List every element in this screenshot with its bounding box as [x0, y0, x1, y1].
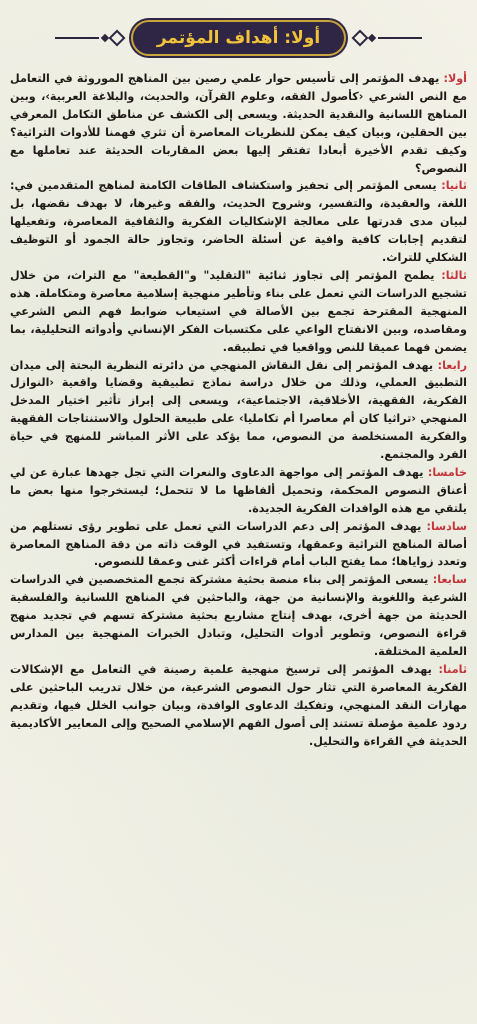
goal-text: يهدف المؤتمر إلى مواجهة الدعاوى والنعرات التي تجل جهدها عبارة عن لي أعناق النصوص المحكمة، وتحميل ألفاظها ما لا تتحمل؛ ليستخرجوا منها بعض ما يلتقي مع هذه الوافدات الفكرية الجديدة. — [10, 465, 467, 515]
goal-paragraph — [10, 518, 467, 572]
goal-paragraph — [10, 177, 467, 267]
goal-paragraph — [10, 267, 467, 357]
goal-paragraph — [10, 70, 467, 177]
section-title: أولا: أهداف المؤتمر — [131, 20, 346, 56]
goal-label: خامسا: — [427, 465, 467, 479]
goal-text: يهدف المؤتمر إلى تأسيس حوار علمي رصين بين المناهج الموروثة في التعامل مع النص الشرعي ‹كأصول الفقه، وعلوم القرآن، والحديث، والبلاغة العربية›، وبين المناهج اللسانية والنقدية الحديثة. ويسعى إلى الكشف عن مناطق التكامل المعرفي بين الحقلين، وبيان كيف يمكن للنظريات المعاصرة أن تثري فهمنا للأدوات التراثية؟ وكيف تقدم الأخيرة أبعادا تفتقر إليها بعض المقاربات الحديثة عند تعاملها مع النصوص؟ — [10, 72, 467, 175]
goal-label: ثالثا: — [441, 268, 467, 282]
goal-paragraph — [10, 571, 467, 661]
goals-list — [10, 70, 467, 750]
goal-text: يسعى المؤتمر إلى بناء منصة بحثية مشتركة تجمع المتخصصين في الدراسات الشرعية واللغوية والإنسانية من جهة، والباحثين في المناهج اللسانية والفلسفية الحديثة من جهة أخرى، بهدف إنتاج مشاريع بحثية مشتركة تسهم في تجديد منهج قراءة النصوص، وتطوير أدوات التحليل، وتبادل الخبرات المنهجية بين المدارس العلمية المختلفة. — [10, 573, 467, 658]
goal-label: رابعا: — [437, 358, 467, 372]
section-header — [10, 8, 467, 68]
goal-label: ثانيا: — [441, 179, 467, 193]
goal-text: يطمح المؤتمر إلى تجاوز ثنائية "التقليد" و"القطيعة" مع التراث، من خلال تشجيع الدراسات التي تعمل على بناء وتأطير منهجية إسلامية معاصرة ومتكاملة. هذه المنهجية المقترحة تجمع بين الأصالة في استيعاب ضوابط فهم النص الشرعي ومقاصده، وبين الانفتاح الواعي على مكتسبات الفكر الإنساني وأدواته التحليلية، بما يضمن فهما عميقا للنص وواقعيا في تطبيقه. — [10, 268, 467, 354]
goal-label: سادسا: — [426, 519, 467, 533]
goal-text: يسعى المؤتمر إلى تحفيز واستكشاف الطاقات الكامنة لمناهج المتقدمين في: اللغة، والعقيدة، والتفسير، وشروح الحديث، والفقه وغيرها، لا بهدف نقضها، بل لبيان مدى قدرتها على معالجة الإشكاليات الفكرية والثقافية المعاصرة، وتفعيلها لتقديم إجابات كافية وافية عن أسئلة الحاضر، وتجاوز حالة الجمود أو التوظيف الشكلي للتراث. — [10, 179, 467, 265]
goal-paragraph — [10, 357, 467, 464]
left-ornament — [354, 32, 422, 44]
goal-paragraph — [10, 661, 467, 751]
goal-paragraph — [10, 464, 467, 518]
goal-text: يهدف المؤتمر إلى ترسيخ منهجية علمية رصينة في التعامل مع الإشكالات الفكرية المعاصرة التي تثار حول النصوص الشرعية، من خلال تدريب الباحثين على مهارات النقد المنهجي، وتفكيك الدعاوى الوافدة، وبيان جوانب الخلل فيها، وتقديم ردود علمية مؤصلة تستند إلى أصول الفهم الإسلامي الصحيح وإلى المعايير الأكاديمية الحديثة في القراءة والتحليل. — [10, 662, 467, 748]
goal-text: يهدف المؤتمر إلى نقل النقاش المنهجي من دائرته النظرية البحتة إلى ميدان التطبيق العملي، وذلك من خلال دراسة نماذج تطبيقية وقضايا واقعية ‹النوازل الفكرية، الفقهية، الأخلاقية، الاجتماعية›، ويسعى إلى إبراز تأثير اختيار المدخل المنهجي ‹تراثيا كان أم معاصرا أم تكامليا› على طبيعة الحلول والاستنتاجات الفقهية والفكرية المستخلصة من النصوص، مما يؤكد على الأثر المباشر للمنهج في حياة الفرد والمجتمع. — [10, 358, 467, 462]
goal-label: سابعا: — [432, 573, 467, 587]
goal-label: أولا: — [443, 72, 467, 85]
goal-label: ثامنا: — [438, 662, 467, 676]
goal-text: يهدف المؤتمر إلى دعم الدراسات التي تعمل على تطوير رؤى تستلهم من أصالة المناهج التراثية وعمقها، وتستفيد في الوقت ذاته من دقة المناهج المعاصرة وتعدد زواياها؛ مما يفتح الباب أمام قراءات أكثر غنى وعمقا للنصوص. — [10, 519, 467, 569]
right-ornament — [55, 32, 123, 44]
